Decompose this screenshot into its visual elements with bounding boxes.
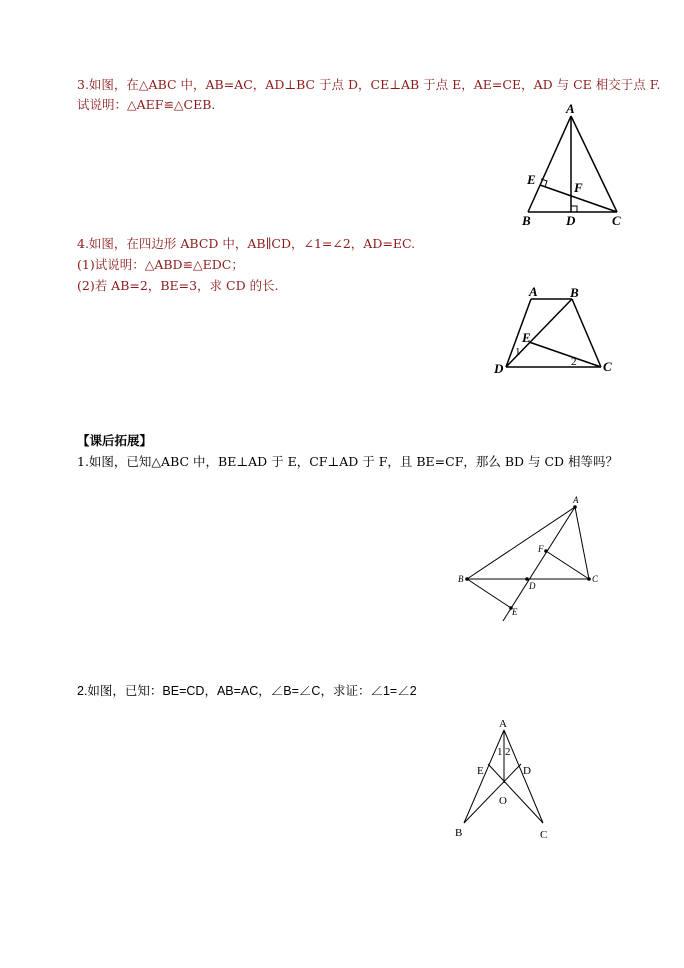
problem3-label-B: B	[522, 213, 531, 228]
ext1-label-F: F	[538, 544, 544, 554]
ext2-label-angle2: 2	[505, 746, 511, 758]
ext1-label-D: D	[529, 581, 536, 591]
problem4-label-D: D	[494, 361, 504, 376]
ext1-figure	[455, 492, 605, 624]
problem4-label-E: E	[522, 330, 531, 345]
problem3-label-C: C	[612, 213, 621, 228]
problem3-statement-line1: 3.如图，在△ABC 中，AB=AC，AD⊥BC 于点 D，CE⊥AB 于点 E，AE=CE，AD 与 CE 相交于点 F.	[77, 77, 661, 92]
ext2-label-C: C	[540, 829, 548, 841]
ext2-label-O: O	[499, 795, 507, 807]
ext2-label-E: E	[477, 765, 484, 777]
problem4-label-A: A	[529, 284, 538, 299]
problem4-figure	[490, 285, 615, 377]
problem3-label-A: A	[566, 101, 575, 116]
ext1-label-C: C	[592, 574, 599, 584]
section-title: 【课后拓展】	[77, 433, 153, 448]
problem4-statement-line1: 4.如图，在四边形 ABCD 中，AB∥CD，∠1=∠2，AD=EC.	[77, 236, 416, 251]
problem3-label-E: E	[527, 172, 536, 187]
ext2-label-B: B	[455, 827, 463, 839]
problem3-statement-line2: 试说明：△AEF≌△CEB.	[77, 97, 216, 112]
problem4-statement-line3: (2)若 AB=2，BE=3，求 CD 的长.	[77, 278, 279, 293]
ext1-label-A: A	[573, 495, 579, 505]
ext1-label-B: B	[458, 574, 464, 584]
problem4-label-B: B	[570, 285, 579, 300]
ext2-label-A: A	[499, 718, 507, 730]
ext2-label-D: D	[523, 765, 531, 777]
problem4-label-angle2: 2	[571, 356, 577, 368]
ext1-label-E: E	[512, 607, 518, 617]
problem3-label-D: D	[566, 213, 576, 228]
problem4-label-C: C	[603, 359, 612, 374]
problem4-label-angle1: 1	[515, 346, 521, 358]
ext2-label-angle1: 1	[497, 746, 503, 758]
ext1-statement-line1: 1.如图，已知△ABC 中，BE⊥AD 于 E，CF⊥AD 于 F，且 BE=CF，那么 BD 与 CD 相等吗？	[77, 454, 619, 469]
problem3-label-F: F	[574, 180, 583, 195]
problem3-figure	[515, 100, 625, 230]
problem4-statement-line2: (1)试说明：△ABD≌△EDC；	[77, 257, 244, 272]
ext2-figure	[450, 712, 560, 844]
ext2-statement-line1: 2.如图，已知：BE=CD，AB=AC，∠B=∠C，求证：∠1=∠2	[77, 684, 417, 698]
